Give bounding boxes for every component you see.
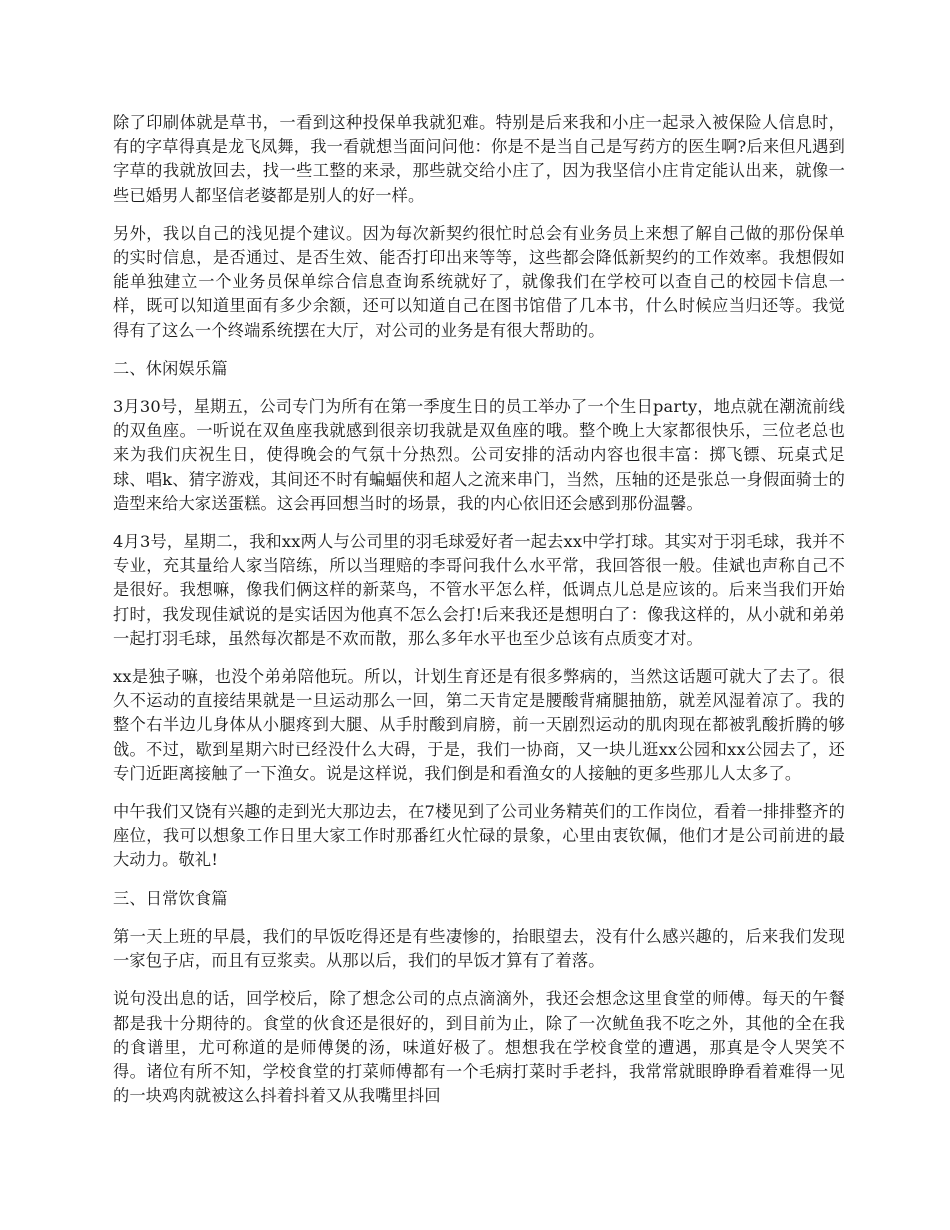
document-body (113, 111, 845, 1122)
section-heading-diet: 三、日常饮食篇 (113, 888, 228, 908)
paragraph-suggestion: 另外，我以自己的浅见提个建议。因为每次新契约很忙时总会有业务员上来想了解自己做的那份保单的实时信息，是否通过、是否生效、能否打印出来等等，这些都会降低新契约的工作效率。我想假如能单独建立一个业务员保单综合信息查询系统就好了，就像我们在学校可以查自己的校园卡信息一样，既可以知道里面有多少余额，还可以知道自己在图书馆借了几本书，什么时候应当归还等。我觉得有了这么一个终端系统摆在大厅，对公司的业务是有很大帮助的。 (113, 223, 845, 340)
paragraph-birthday-party: 3月30号，星期五，公司专门为所有在第一季度生日的员工举办了一个生日party，地点就在潮流前线的双鱼座。一听说在双鱼座我就感到很亲切我就是双鱼座的哦。整个晚上大家都很快乐，三位老总也来为我们庆祝生日，使得晚会的气氛十分热烈。公司安排的活动内容也很丰富：掷飞镖、玩桌式足球、唱k、猜字游戏，其间还不时有蝙蝠侠和超人之流来串门，当然，压轴的还是张总一身假面骑士的造型来给大家送蛋糕。这会再回想当时的场景，我的内心依旧还会感到那份温馨。 (113, 397, 845, 513)
paragraph-handwriting: 除了印刷体就是草书，一看到这种投保单我就犯难。特别是后来我和小庄一起录入被保险人信息时，有的字草得真是龙飞凤舞，我一看就想当面问问他：你是不是当自己是写药方的医生啊?后来但凡遇到字草的我就放回去，找一些工整的来录，那些就交给小庄了，因为我坚信小庄肯定能认出来，就像一些已婚男人都坚信老婆都是别人的好一样。 (113, 113, 845, 205)
paragraph-breakfast: 第一天上班的早晨，我们的早饭吃得还是有些凄惨的，抬眼望去，没有什么感兴趣的，后来我们发现一家包子店，而且有豆浆卖。从那以后，我们的早饭才算有了着落。 (113, 926, 845, 971)
paragraph-canteen: 说句没出息的话，回学校后，除了想念公司的点点滴滴外，我还会想念这里食堂的师傅。每天的午餐都是我十分期待的。食堂的伙食还是很好的，到目前为止，除了一次鱿鱼我不吃之外，其他的全在我的食谱里，尤可称道的是师傅煲的汤，味道好极了。想想我在学校食堂的遭遇，那真是令人哭笑不得。诸位有所不知，学校食堂的打菜师傅都有一个毛病打菜时手老抖，我常常就眼睁睁看着难得一见的一块鸡肉就被这么抖着抖着又从我嘴里抖回 (113, 989, 845, 1106)
paragraph-badminton: 4月3号，星期二，我和xx两人与公司里的羽毛球爱好者一起去xx中学打球。其实对于羽毛球，我并不专业，充其量给人家当陪练，所以当理赔的李哥问我什么水平常，我回答很一般。佳斌也声称自己不是很好。我想嘛，像我们俩这样的新菜鸟，不管水平怎么样，低调点儿总是应该的。后来当我们开始打时，我发现佳斌说的是实话因为他真不怎么会打!后来我还是想明白了：像我这样的，从小就和弟弟一起打羽毛球，虽然每次都是不欢而散，那么多年水平也至少总该有点质变才对。 (113, 532, 845, 648)
paragraph-office-visit: 中午我们又饶有兴趣的走到光大那边去，在7楼见到了公司业务精英们的工作岗位，看着一排排整齐的座位，我可以想象工作日里大家工作时那番红火忙碌的景象，心里由衷钦佩，他们才是公司前进的最大动力。敬礼! (113, 802, 845, 870)
paragraph-park-visit: xx是独子嘛，也没个弟弟陪他玩。所以，计划生育还是有很多弊病的，当然这话题可就大了去了。很久不运动的直接结果就是一旦运动那么一回，第二天肯定是腰酸背痛腿抽筋，就差风湿着凉了。我的整个右半边儿身体从小腿疼到大腿、从手肘酸到肩膀，前一天剧烈运动的肌肉现在都被乳酸折腾的够戗。不过，歇到星期六时已经没什么大碍，于是，我们一协商，又一块儿逛xx公园和xx公园去了，还专门近距离接触了一下渔女。说是这样说，我们倒是和看渔女的人接触的更多些那儿人太多了。 (113, 667, 845, 783)
section-heading-leisure: 二、休闲娱乐篇 (113, 358, 228, 378)
